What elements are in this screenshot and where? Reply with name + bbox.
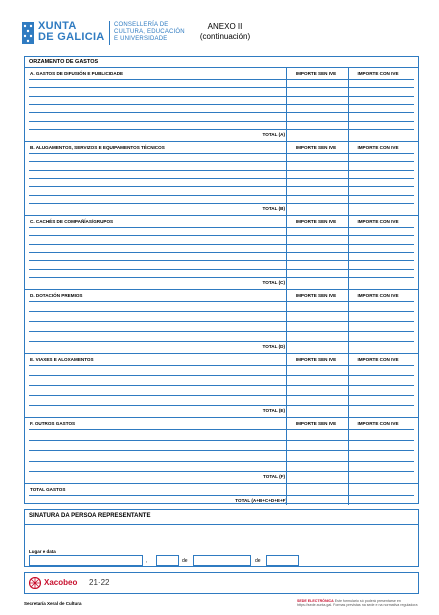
- footer-note-text: Este formulario só poderá presentarse en https://sede.xunta.gal. Formas previstas na sede e na normativa reguladora: [297, 599, 418, 608]
- day-field[interactable]: [156, 555, 179, 566]
- entry-row[interactable]: [29, 311, 414, 312]
- column-divider: [348, 67, 349, 141]
- col-header-con-ive: IMPORTE CON IVE: [357, 293, 399, 298]
- budget-form: [24, 56, 419, 504]
- de-separator: de: [255, 558, 261, 564]
- entry-row[interactable]: [29, 203, 414, 204]
- column-divider: [286, 215, 287, 289]
- xacobeo-logo: Xacobeo: [44, 578, 78, 587]
- comma-separator: ,: [146, 558, 148, 564]
- total-sum-label: TOTAL (A+B+C+D+E+F): [235, 498, 287, 503]
- sede-link[interactable]: SEDE ELECTRÓNICA: [297, 599, 334, 603]
- col-header-sen-ive: IMPORTE SEN IVE: [295, 357, 337, 362]
- entry-row[interactable]: [29, 375, 414, 376]
- divider: [29, 495, 414, 496]
- xacobeo-banner: [24, 572, 419, 594]
- divider: [29, 483, 414, 484]
- section-total-label: TOTAL (B): [262, 206, 285, 211]
- column-divider: [348, 353, 349, 417]
- column-divider: [286, 289, 287, 353]
- entry-row[interactable]: [29, 385, 414, 386]
- section-title: B. ALUGAMENTOS, SERVIZOS E EQUIPAMENTOS TÉCNICOS: [30, 145, 165, 150]
- entry-row[interactable]: [29, 429, 414, 430]
- budget-section-d: [25, 289, 418, 353]
- entry-row[interactable]: [29, 365, 414, 366]
- entry-row[interactable]: [29, 277, 414, 278]
- entry-row[interactable]: [29, 269, 414, 270]
- col-header-con-ive: IMPORTE CON IVE: [357, 421, 399, 426]
- department-name: CONSELLERÍA DE CULTURA, EDUCACIÓN E UNIVERSIDADE: [114, 22, 185, 42]
- section-title: D. DOTACIÓN PREMIOS: [30, 293, 83, 298]
- footer-note: [297, 599, 419, 607]
- section-title: E. VIAXES E ALOXAMENTOS: [30, 357, 94, 362]
- entry-row[interactable]: [29, 301, 414, 302]
- budget-title: ORZAMENTO DE GASTOS: [29, 59, 99, 65]
- col-header-sen-ive: IMPORTE SEN IVE: [295, 71, 337, 76]
- entry-row[interactable]: [29, 129, 414, 130]
- section-title: A. GASTOS DE DIFUSIÓN E PUBLICIDADE: [30, 71, 124, 76]
- col-header-con-ive: IMPORTE CON IVE: [357, 145, 399, 150]
- divider: [286, 483, 287, 505]
- budget-section-b: [25, 141, 418, 215]
- entry-row[interactable]: [29, 170, 414, 171]
- xunta-logo-icon: [22, 22, 34, 44]
- section-total-label: TOTAL (F): [263, 474, 285, 479]
- entry-row[interactable]: [29, 395, 414, 396]
- entry-row[interactable]: [29, 450, 414, 451]
- xunta-brand: XUNTA DE GALICIA: [38, 20, 105, 43]
- col-header-sen-ive: IMPORTE SEN IVE: [295, 293, 337, 298]
- page-header: [0, 0, 439, 52]
- brand-divider: [109, 21, 110, 45]
- budget-section-a: [25, 67, 418, 141]
- section-total-label: TOTAL (A): [262, 132, 285, 137]
- xacobeo-shell-icon: [29, 577, 41, 589]
- entry-row[interactable]: [29, 96, 414, 97]
- col-header-con-ive: IMPORTE CON IVE: [357, 71, 399, 76]
- entry-row[interactable]: [29, 227, 414, 228]
- de-separator: de: [182, 558, 188, 564]
- total-gastos-label: TOTAL GASTOS: [30, 487, 66, 492]
- entry-row[interactable]: [29, 235, 414, 236]
- divider: [348, 483, 349, 505]
- budget-section-e: [25, 353, 418, 417]
- entry-row[interactable]: [29, 260, 414, 261]
- entry-row[interactable]: [29, 195, 414, 196]
- entry-row[interactable]: [29, 321, 414, 322]
- column-divider: [348, 417, 349, 483]
- col-header-sen-ive: IMPORTE SEN IVE: [295, 219, 337, 224]
- signature-title: SINATURA DA PERSOA REPRESENTANTE: [29, 513, 151, 519]
- entry-row[interactable]: [29, 461, 414, 462]
- section-total-label: TOTAL (E): [262, 408, 285, 413]
- year-field[interactable]: [266, 555, 299, 566]
- section-title: F. OUTROS GASTOS: [30, 421, 76, 426]
- divider: [25, 524, 418, 525]
- anexo-title: ANEXO II (continuación): [199, 22, 251, 41]
- section-total-label: TOTAL (C): [262, 280, 285, 285]
- col-header-sen-ive: IMPORTE SEN IVE: [295, 145, 337, 150]
- entry-row[interactable]: [29, 153, 414, 154]
- col-header-con-ive: IMPORTE CON IVE: [357, 357, 399, 362]
- column-divider: [286, 353, 287, 417]
- budget-section-f: [25, 417, 418, 483]
- column-divider: [286, 141, 287, 215]
- place-field[interactable]: [29, 555, 143, 566]
- column-divider: [348, 141, 349, 215]
- month-field[interactable]: [193, 555, 251, 566]
- entry-row[interactable]: [29, 471, 414, 472]
- column-divider: [286, 417, 287, 483]
- column-divider: [348, 289, 349, 353]
- column-divider: [286, 67, 287, 141]
- entry-row[interactable]: [29, 79, 414, 80]
- entry-row[interactable]: [29, 87, 414, 88]
- entry-row[interactable]: [29, 405, 414, 406]
- entry-row[interactable]: [29, 186, 414, 187]
- budget-section-c: [25, 215, 418, 289]
- entry-row[interactable]: [29, 112, 414, 113]
- entry-row[interactable]: [29, 244, 414, 245]
- col-header-sen-ive: IMPORTE SEN IVE: [295, 421, 337, 426]
- entry-row[interactable]: [29, 252, 414, 253]
- place-date-label: Lugar e data: [29, 549, 56, 554]
- footer-department: Secretaría Xeral de Cultura: [24, 601, 82, 606]
- entry-row[interactable]: [29, 331, 414, 332]
- entry-row[interactable]: [29, 341, 414, 342]
- col-header-con-ive: IMPORTE CON IVE: [357, 219, 399, 224]
- entry-row[interactable]: [29, 178, 414, 179]
- entry-row[interactable]: [29, 121, 414, 122]
- section-total-label: TOTAL (D): [262, 344, 285, 349]
- signature-block: [24, 509, 419, 567]
- xacobeo-year: 21·22: [89, 578, 110, 587]
- entry-row[interactable]: [29, 161, 414, 162]
- column-divider: [348, 215, 349, 289]
- section-title: C. CACHÉS DE COMPAÑÍAS/GRUPOS: [30, 219, 114, 224]
- entry-row[interactable]: [29, 440, 414, 441]
- entry-row[interactable]: [29, 104, 414, 105]
